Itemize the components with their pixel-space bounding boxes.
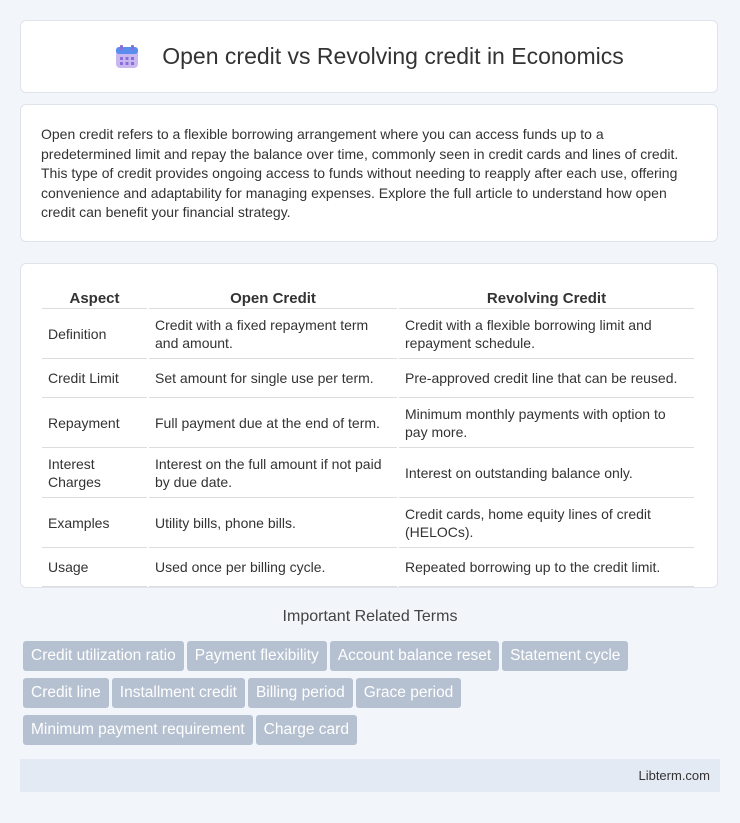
table-row: [42, 311, 694, 359]
table-cell: Credit Limit: [42, 361, 147, 398]
table-cell: Minimum monthly payments with option to pay more.: [399, 400, 694, 448]
table-cell: Used once per billing cycle.: [149, 550, 397, 587]
table-cell: Usage: [42, 550, 147, 587]
table-cell: Interest Charges: [42, 450, 147, 498]
table-cell: Repeated borrowing up to the credit limit.: [399, 550, 694, 587]
related-term-tag[interactable]: Payment flexibility: [187, 641, 327, 671]
related-term-tag[interactable]: Grace period: [356, 678, 462, 708]
footer-site-link[interactable]: Libterm.com: [638, 768, 710, 783]
related-term-tag[interactable]: Installment credit: [112, 678, 245, 708]
page-title: Open credit vs Revolving credit in Economics: [162, 43, 624, 69]
table-cell: Pre-approved credit line that can be reused.: [399, 361, 694, 398]
table-row: [42, 361, 694, 398]
table-row: [42, 400, 694, 448]
table-header-row: [42, 286, 694, 309]
table-cell: Utility bills, phone bills.: [149, 500, 397, 548]
related-term-tag[interactable]: Account balance reset: [330, 641, 499, 671]
related-term-tag[interactable]: Credit line: [23, 678, 109, 708]
table-cell: Credit cards, home equity lines of credit (HELOCs).: [399, 500, 694, 548]
table-cell: Repayment: [42, 400, 147, 448]
intro-text: Open credit refers to a flexible borrowing arrangement where you can access funds up to a predetermined limit and repay the balance over time, commonly seen in credit cards and lines of credit. This type of credit provides ongoing access to funds without needing to reapply after each use, offering convenience and adaptability for managing expenses. Explore the full article to understand how open credit can benefit your financial strategy.: [41, 126, 679, 221]
table-row: [42, 450, 694, 498]
table-cell: Examples: [42, 500, 147, 548]
table-cell: Credit with a fixed repayment term and amount.: [149, 311, 397, 359]
table-cell: Interest on the full amount if not paid by due date.: [149, 450, 397, 498]
comparison-table: [40, 284, 696, 589]
column-header: Open Credit: [149, 286, 397, 309]
table-cell: Definition: [42, 311, 147, 359]
column-header: Revolving Credit: [399, 286, 694, 309]
table-row: [42, 550, 694, 587]
related-term-tag[interactable]: Credit utilization ratio: [23, 641, 184, 671]
related-terms-list: [23, 641, 723, 752]
related-terms-heading: Important Related Terms: [282, 608, 458, 625]
footer: [20, 759, 720, 792]
table-cell: Set amount for single use per term.: [149, 361, 397, 398]
related-term-tag[interactable]: Minimum payment requirement: [23, 715, 253, 745]
table-cell: Full payment due at the end of term.: [149, 400, 397, 448]
table-row: [42, 500, 694, 548]
table-cell: Interest on outstanding balance only.: [399, 450, 694, 498]
column-header: Aspect: [42, 286, 147, 309]
title-card: [20, 20, 718, 93]
calendar-icon: [114, 44, 140, 70]
related-term-tag[interactable]: Billing period: [248, 678, 353, 708]
related-term-tag[interactable]: Charge card: [256, 715, 357, 745]
related-term-tag[interactable]: Statement cycle: [502, 641, 628, 671]
intro-card: [20, 104, 718, 242]
comparison-card: [20, 263, 718, 588]
table-cell: Credit with a flexible borrowing limit and repayment schedule.: [399, 311, 694, 359]
